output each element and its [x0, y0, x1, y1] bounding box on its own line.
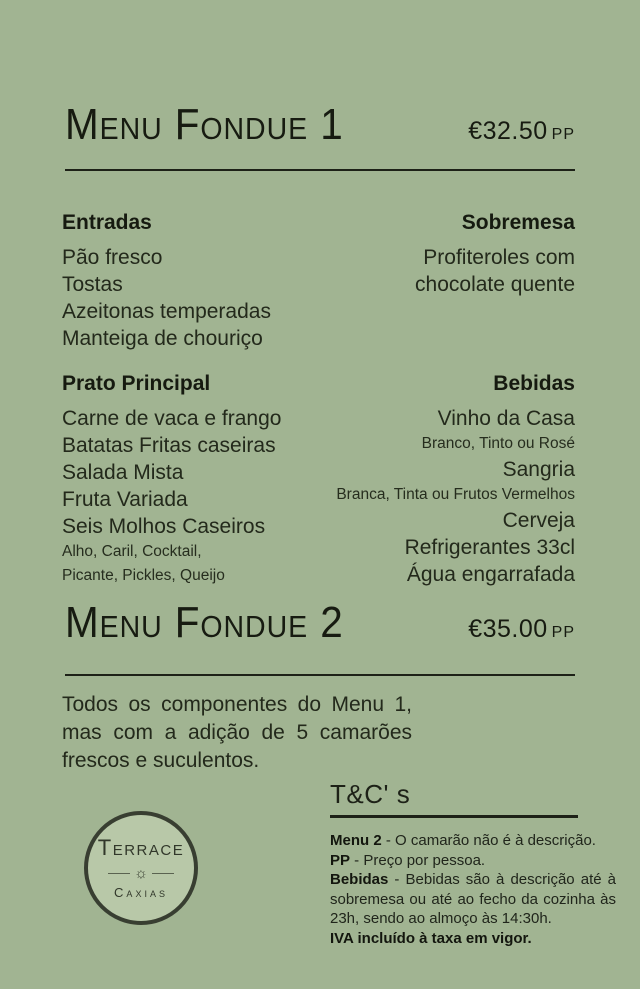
menu2-description: Todos os componentes do Menu 1, mas com a adição de 5 camarões frescos e suculentos.	[62, 693, 412, 772]
menu-item: Profiteroles com	[423, 246, 575, 269]
menu-item: Refrigerantes 33cl	[404, 536, 575, 559]
terms-entry	[330, 831, 616, 851]
menu1-header	[65, 100, 575, 151]
terms-entry-label: IVA incluído à taxa em vigor.	[330, 929, 532, 947]
divider-menu1	[65, 169, 575, 171]
logo-name: Terrace	[97, 835, 185, 860]
menu2-title: Menu Fondue 2	[65, 598, 344, 647]
logo-subtitle: Caxias	[114, 885, 168, 900]
terrace-logo	[84, 811, 198, 925]
sun-line-right	[152, 873, 174, 874]
terms-entry-label: Menu 2	[330, 832, 382, 849]
menu-item: Tostas	[62, 273, 123, 296]
terms-entry	[330, 870, 616, 929]
terms-section	[330, 779, 616, 948]
terms-entry-text: - O camarão não é à descrição.	[381, 832, 596, 849]
menu-item: Fruta Variada	[62, 488, 188, 511]
terms-entry-text: - Preço por pessoa.	[350, 851, 486, 869]
sobremesa-section	[415, 209, 575, 298]
menu-subitem: Branco, Tinto ou Rosé	[421, 435, 575, 452]
menu-item: chocolate quente	[415, 273, 575, 296]
terms-entry-text: - Bebidas são à descrição até à sobremesa ou até ao fecho da cozinha às 23h, sendo ao almoço às 14:30h.	[330, 871, 616, 927]
menu1-price-value: €32.50	[468, 117, 548, 145]
entradas-heading: Entradas	[62, 211, 152, 234]
menu-item: Água engarrafada	[406, 563, 575, 586]
menu1-price	[468, 117, 575, 146]
terms-entry-label: Bebidas	[330, 871, 389, 888]
menu-item: Vinho da Casa	[437, 407, 575, 430]
menu2-price-value: €35.00	[468, 615, 548, 643]
terms-entry-label: PP	[330, 851, 351, 869]
bebidas-section	[336, 370, 575, 588]
menu1-title: Menu Fondue 1	[65, 100, 344, 149]
menu1-price-unit: PP	[551, 126, 575, 143]
menu-subitem: Branca, Tinta ou Frutos Vermelhos	[336, 486, 575, 503]
prato-principal-section	[62, 370, 281, 588]
menu-subitem: Alho, Caril, Cocktail,	[62, 543, 202, 560]
entradas-section	[62, 209, 271, 352]
menu-item: Pão fresco	[62, 246, 163, 269]
prato-principal-heading: Prato Principal	[62, 372, 211, 395]
sobremesa-heading: Sobremesa	[461, 211, 575, 234]
menu2-header	[65, 598, 575, 649]
terms-entry	[330, 851, 616, 871]
menu-item: Manteiga de chouriço	[62, 327, 263, 350]
menu2-price-unit: PP	[551, 624, 575, 641]
terms-entry	[330, 929, 616, 949]
menu-item: Seis Molhos Caseiros	[62, 515, 266, 538]
sun-icon: ☼	[134, 865, 148, 882]
menu2-price	[468, 615, 575, 644]
bebidas-heading: Bebidas	[493, 372, 575, 395]
sun-divider	[108, 866, 174, 881]
menu-item: Azeitonas temperadas	[62, 300, 271, 323]
menu-item: Cerveja	[502, 509, 575, 532]
menu-item: Salada Mista	[62, 461, 184, 484]
terms-heading-underline	[330, 779, 578, 818]
divider-menu2	[65, 674, 575, 676]
menu-item: Batatas Fritas caseiras	[62, 434, 276, 457]
terms-heading: T&C' s	[330, 779, 411, 809]
menu-item: Sangria	[502, 458, 575, 481]
menu-subitem: Picante, Pickles, Queijo	[62, 567, 225, 584]
sun-line-left	[108, 873, 130, 874]
menu-item: Carne de vaca e frango	[62, 407, 282, 430]
